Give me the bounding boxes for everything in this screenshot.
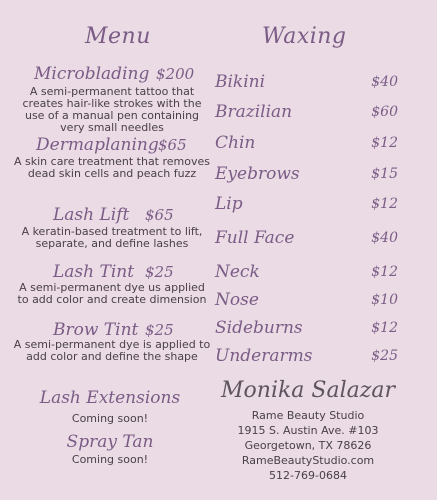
service-name-dermaplaning: Dermaplaning xyxy=(36,135,159,155)
service-price-lash-lift: $65 xyxy=(145,206,174,224)
wax-price-neck: $12 xyxy=(371,264,398,280)
service-price-microblading: $200 xyxy=(156,65,195,83)
service-price-lash-tint: $25 xyxy=(145,263,174,281)
wax-name-full-face: Full Face xyxy=(215,228,295,248)
service-price-brow-tint: $25 xyxy=(145,321,174,339)
wax-name-brazilian: Brazilian xyxy=(215,102,293,122)
wax-price-brazilian: $60 xyxy=(371,104,398,120)
waxing-heading: Waxing xyxy=(262,24,347,49)
wax-price-nose: $10 xyxy=(371,292,398,308)
wax-price-sideburns: $12 xyxy=(371,320,398,336)
wax-name-nose: Nose xyxy=(215,290,259,310)
studio-name: Rame Beauty Studio xyxy=(251,409,365,422)
service-name-lash-lift: Lash Lift xyxy=(53,205,130,225)
service-desc-microblading: A semi-permanent tattoo that creates hair-like strokes with the use of a manual pen containing very small needles xyxy=(22,85,202,134)
wax-name-underarms: Underarms xyxy=(215,346,313,366)
wax-price-bikini: $40 xyxy=(371,74,398,90)
wax-price-lip: $12 xyxy=(371,196,398,212)
wax-price-chin: $12 xyxy=(371,135,398,151)
studio-phone[interactable]: 512-769-0684 xyxy=(269,469,347,482)
upcoming-name-lash-extensions: Lash Extensions xyxy=(39,388,181,408)
service-name-microblading: Microblading xyxy=(34,64,150,84)
wax-name-bikini: Bikini xyxy=(215,72,266,92)
upcoming-name-spray-tan: Spray Tan xyxy=(66,432,154,452)
service-desc-lash-lift: A keratin-based treatment to lift, separate, and define lashes xyxy=(21,225,203,250)
wax-name-neck: Neck xyxy=(215,262,260,282)
service-desc-lash-tint: A semi-permanent dye us applied to add color and create dimension xyxy=(17,281,207,306)
studio-address-line2: Georgetown, TX 78626 xyxy=(244,439,372,452)
wax-price-full-face: $40 xyxy=(371,230,398,246)
upcoming-status-spray-tan: Coming soon! xyxy=(71,453,149,466)
wax-name-sideburns: Sideburns xyxy=(215,318,303,338)
wax-name-eyebrows: Eyebrows xyxy=(215,164,300,184)
wax-price-underarms: $25 xyxy=(371,348,398,364)
wax-name-lip: Lip xyxy=(215,194,243,214)
service-name-brow-tint: Brow Tint xyxy=(53,320,139,340)
studio-address-line1: 1915 S. Austin Ave. #103 xyxy=(237,424,379,437)
service-desc-dermaplaning: A skin care treatment that removes dead skin cells and peach fuzz xyxy=(14,155,210,180)
owner-name: Monika Salazar xyxy=(221,378,395,403)
studio-website[interactable]: RameBeautyStudio.com xyxy=(241,454,375,467)
wax-name-chin: Chin xyxy=(215,133,256,153)
service-name-lash-tint: Lash Tint xyxy=(53,262,135,282)
wax-price-eyebrows: $15 xyxy=(371,166,398,182)
service-desc-brow-tint: A semi-permanent dye is applied to add color and define the shape xyxy=(13,338,211,363)
service-price-dermaplaning: $65 xyxy=(158,136,187,154)
menu-heading: Menu xyxy=(85,24,151,49)
upcoming-status-lash-extensions: Coming soon! xyxy=(71,412,149,425)
